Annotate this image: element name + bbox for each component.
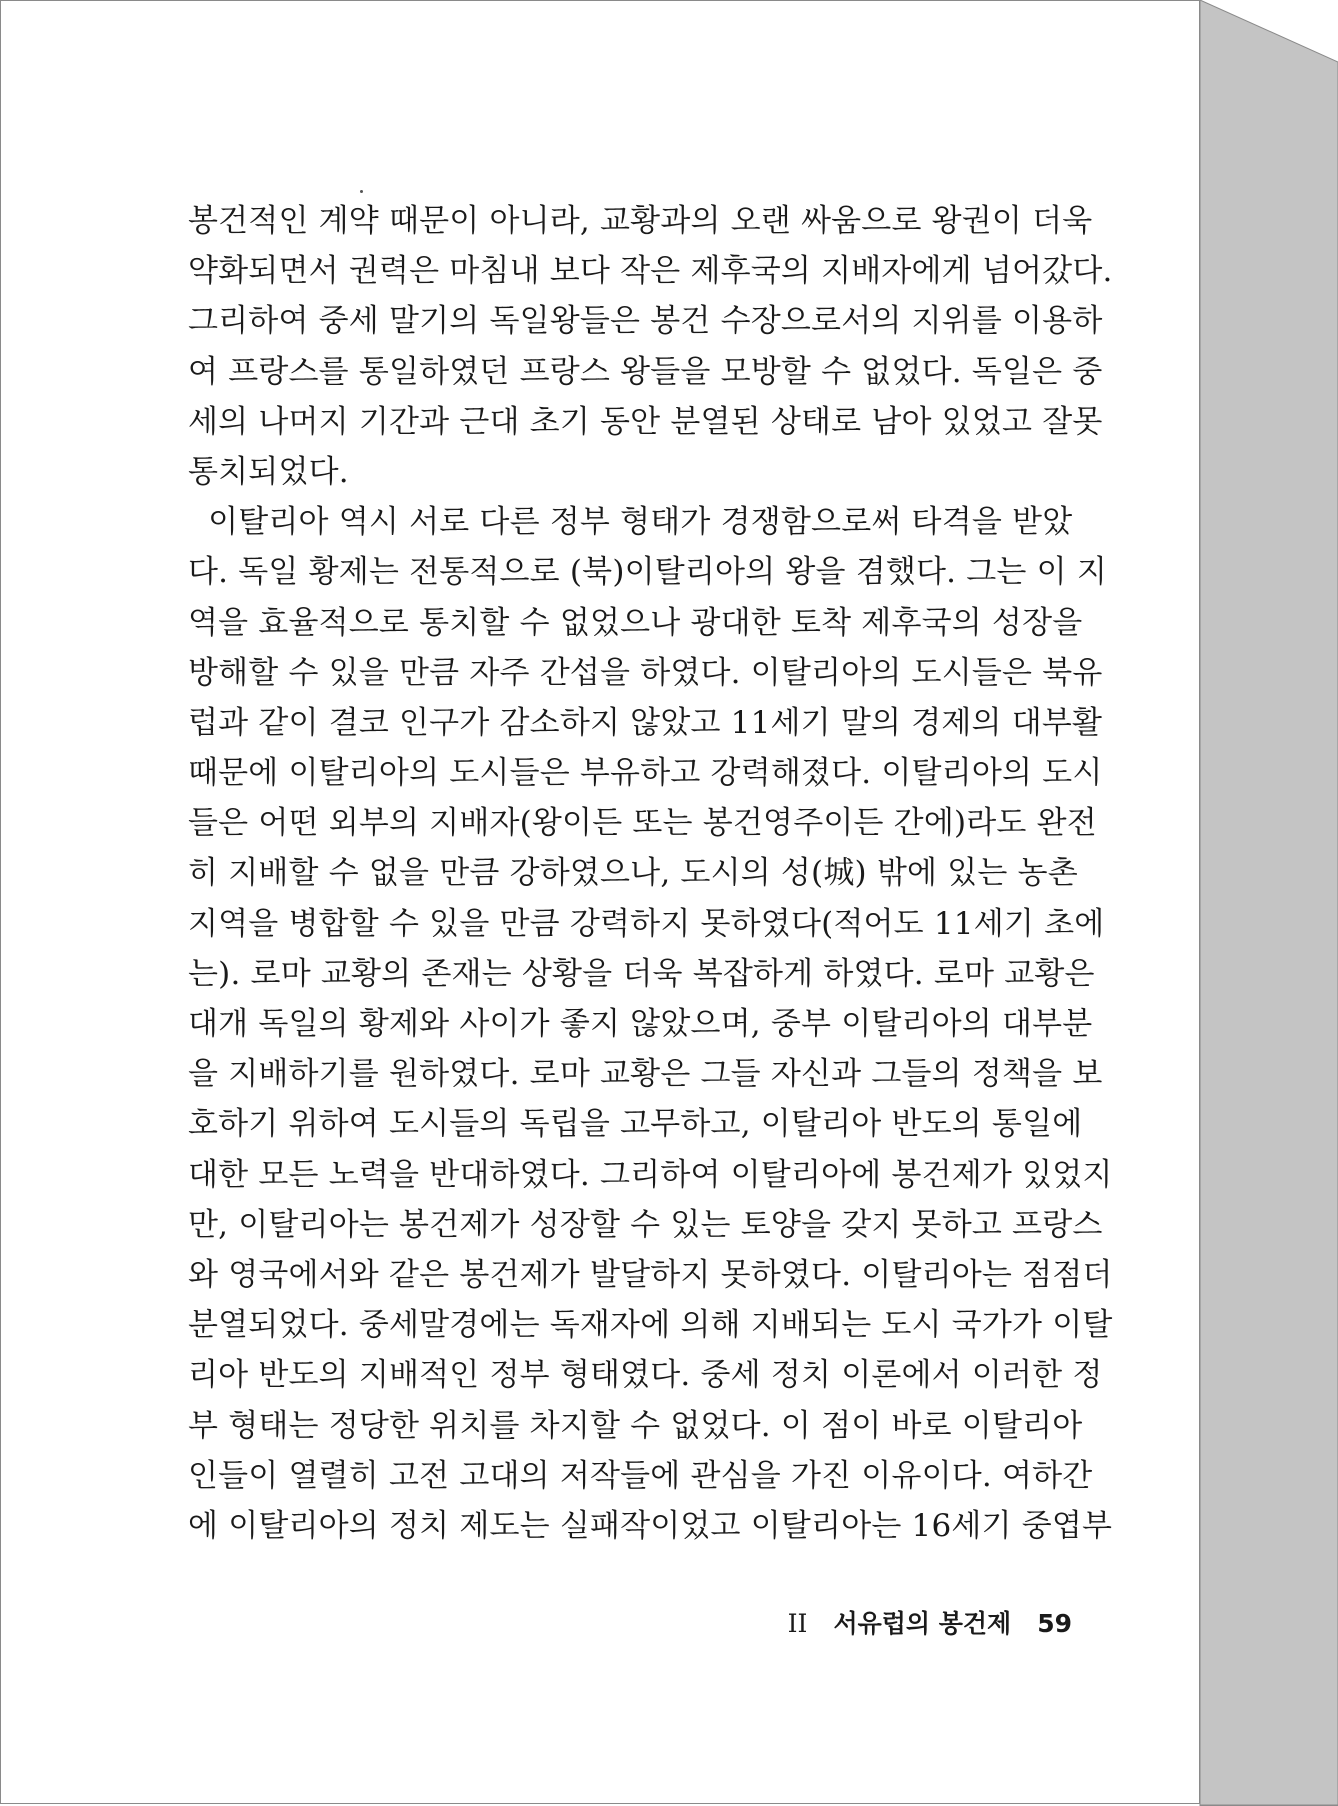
text-line: 대개 독일의 황제와 사이가 좋지 않았으며, 중부 이탈리아의 대부분 <box>188 1006 1093 1042</box>
text-line: 통치되었다. <box>188 453 349 490</box>
text-line: 부 형태는 정당한 위치를 차지할 수 없었다. 이 점이 바로 이탈리아 <box>188 1407 1083 1444</box>
text-line: 에 이탈리아의 정치 제도는 실패작이었고 이탈리아는 16세기 중엽부 <box>188 1507 1113 1544</box>
text-line: 역을 효율적으로 통치할 수 없었으나 광대한 토착 제후국의 성장을 <box>188 604 1083 641</box>
text-line: 방해할 수 있을 만큼 자주 간섭을 하였다. 이탈리아의 도시들은 북유 <box>188 654 1103 691</box>
text-line: 는). 로마 교황의 존재는 상황을 더욱 복잡하게 하였다. 로마 교황은 <box>188 955 1095 992</box>
text-line: 여 프랑스를 통일하였던 프랑스 왕들을 모방할 수 없었다. 독일은 중 <box>188 353 1103 390</box>
text-line: 럽과 같이 결코 인구가 감소하지 않았고 11세기 말의 경제의 대부활 <box>188 704 1103 741</box>
text-line: 분열되었다. 중세말경에는 독재자에 의해 지배되는 도시 국가가 이탈 <box>188 1307 1113 1344</box>
text-line: 이탈리아 역시 서로 다른 정부 형태가 경쟁함으로써 타격을 받았 <box>188 504 1073 541</box>
body-text <box>188 196 1113 1551</box>
chapter-numeral: II <box>787 1609 808 1638</box>
text-line: 들은 어떤 외부의 지배자(왕이든 또는 봉건영주이든 간에)라도 완전 <box>188 805 1097 842</box>
text-line: 때문에 이탈리아의 도시들은 부유하고 강력해졌다. 이탈리아의 도시 <box>188 755 1103 792</box>
text-line: 대한 모든 노력을 반대하였다. 그리하여 이탈리아에 봉건제가 있었지 <box>188 1156 1113 1193</box>
text-line: 만, 이탈리아는 봉건제가 성장할 수 있는 토양을 갖지 못하고 프랑스 <box>188 1206 1103 1243</box>
text-line: 세의 나머지 기간과 근대 초기 동안 분열된 상태로 남아 있었고 잘못 <box>188 403 1103 440</box>
chapter-title: 서유럽의 봉건제 <box>833 1609 1012 1638</box>
text-line: 을 지배하기를 원하였다. 로마 교황은 그들 자신과 그들의 정책을 보 <box>188 1056 1103 1093</box>
print-speck <box>360 190 363 193</box>
text-line: 다. 독일 황제는 전통적으로 (북)이탈리아의 왕을 겸했다. 그는 이 지 <box>188 554 1107 591</box>
text-line: 인들이 열렬히 고전 고대의 저작들에 관심을 가진 이유이다. 여하간 <box>188 1457 1093 1494</box>
page-number: 59 <box>1037 1609 1072 1638</box>
text-line: 지역을 병합할 수 있을 만큼 강력하지 못하였다(적어도 11세기 초에 <box>188 905 1105 942</box>
text-line: 와 영국에서와 같은 봉건제가 발달하지 못하였다. 이탈리아는 점점더 <box>188 1256 1113 1293</box>
text-line: 약화되면서 권력은 마침내 보다 작은 제후국의 지배자에게 넘어갔다. <box>188 253 1113 290</box>
running-footer <box>788 1604 1072 1640</box>
text-line: 히 지배할 수 없을 만큼 강하였으나, 도시의 성(城) 밖에 있는 농촌 <box>188 855 1078 892</box>
text-line: 봉건적인 계약 때문이 아니라, 교황과의 오랜 싸움으로 왕권이 더욱 <box>188 203 1093 239</box>
text-line: 호하기 위하여 도시들의 독립을 고무하고, 이탈리아 반도의 통일에 <box>188 1106 1083 1143</box>
text-line: 리아 반도의 지배적인 정부 형태였다. 중세 정치 이론에서 이러한 정 <box>188 1357 1103 1394</box>
text-line: 그리하여 중세 말기의 독일왕들은 봉건 수장으로서의 지위를 이용하 <box>188 303 1103 340</box>
